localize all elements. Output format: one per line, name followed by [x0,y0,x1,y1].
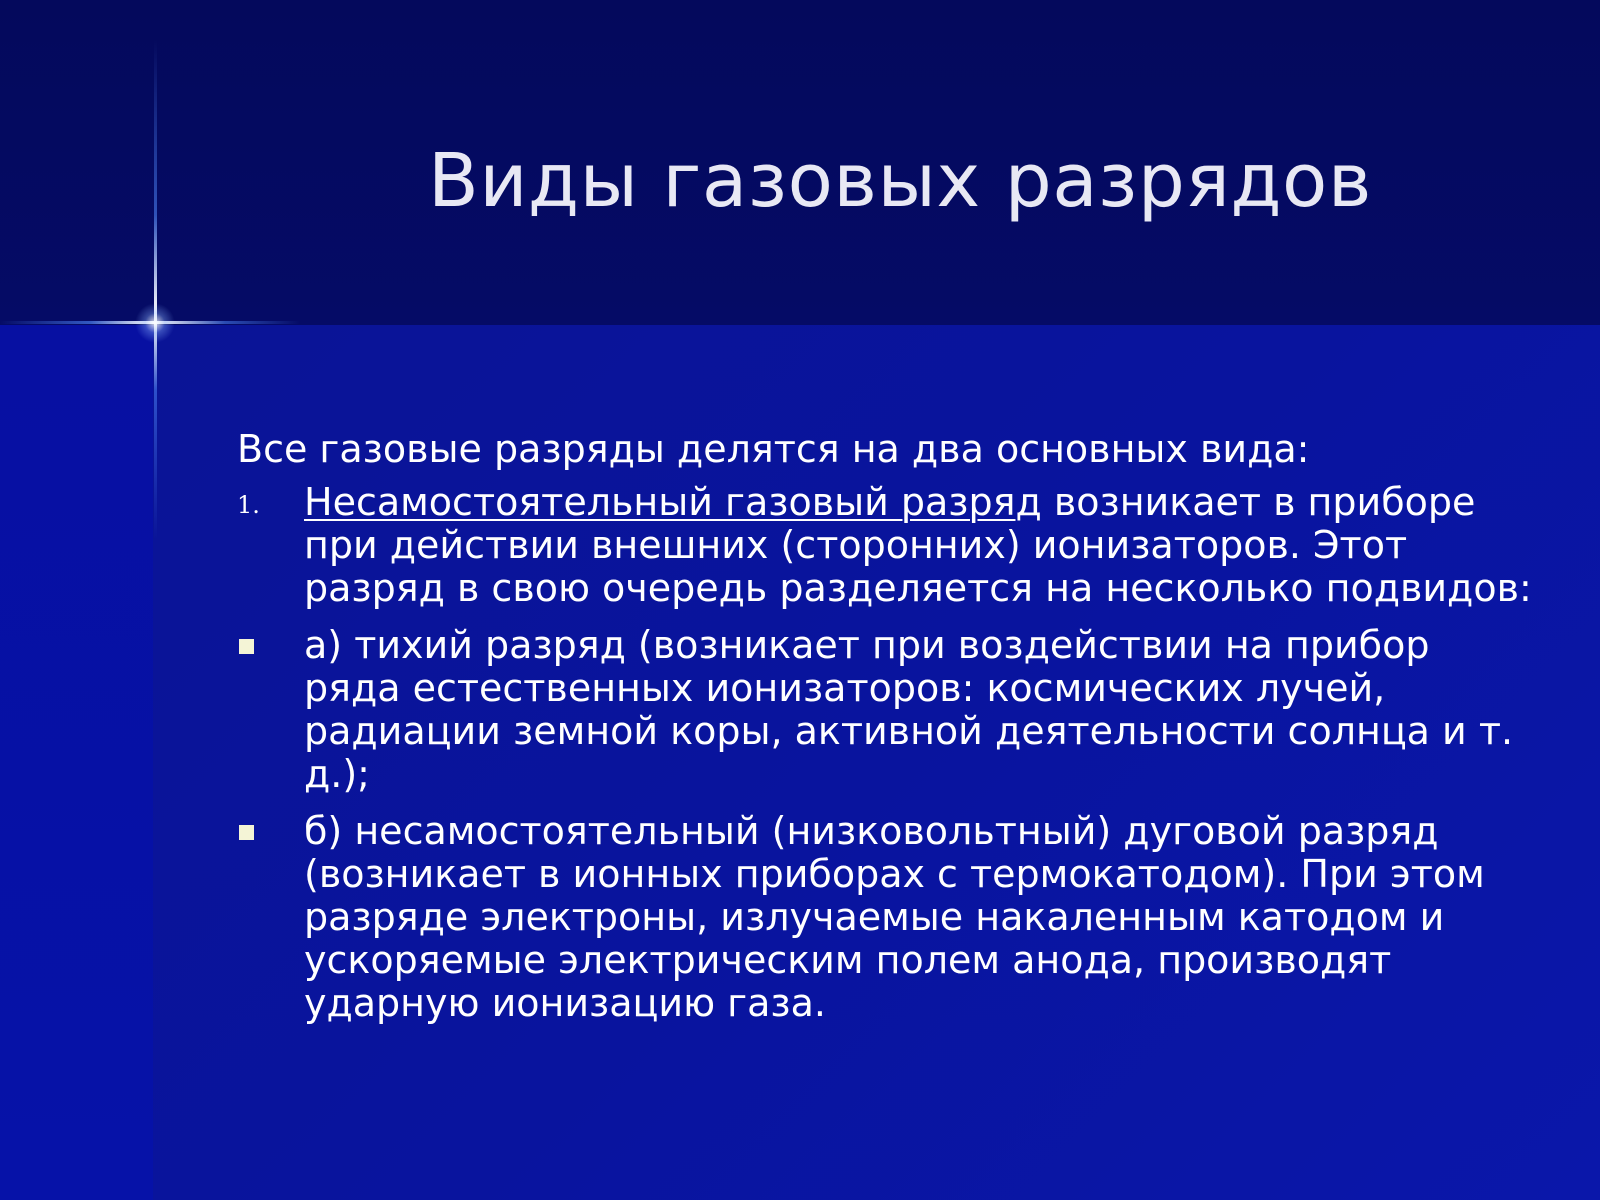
square-bullet-icon [239,825,254,840]
underlined-term: Несамостоятельный газовый разряд [304,480,1042,524]
intro-text: Все газовые разряды делятся на два основных вида: [237,427,1310,471]
list-item-1 [237,481,1537,610]
list-item-text: возникает в приборе при действии внешних (сторонних) ионизаторов. Этот разряд в свою очередь разделяется на несколько подвидов: [304,480,1532,610]
slide-content [237,428,1537,1039]
bullet-item-b [237,810,1537,1025]
square-bullet-icon [239,639,254,654]
slide-title: Виды газовых разрядов [428,138,1372,224]
left-panel [0,325,153,1200]
bullet-text: а) тихий разряд (возникает при воздействии на прибор ряда естественных ионизаторов: космических лучей, радиации земной коры, активной деятельности солнца и т. д.); [304,623,1514,796]
bullet-text: б) несамостоятельный (низковольтный) дуговой разряд (возникает в ионных приборах с термокатодом). При этом разряде электроны, излучаемые накаленным катодом и ускоряемые электрическим полем анода, производят ударную ионизацию газа. [304,809,1485,1025]
sparkle-glow [135,303,175,343]
list-number: 1. [237,491,260,519]
sparkle-vertical-line [154,40,157,540]
bullet-item-a [237,624,1537,796]
